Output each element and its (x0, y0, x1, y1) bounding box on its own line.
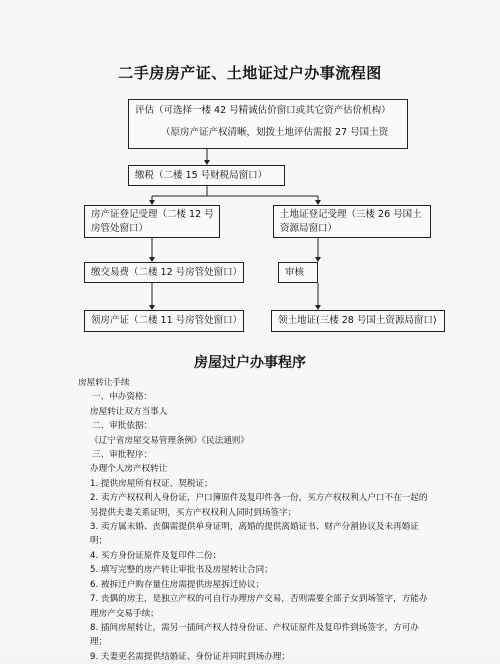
text-line: 房屋转让双方当事人 (90, 406, 168, 417)
step-collect-property-cert: 领房产证（二楼 11 号房管处窗口） (84, 310, 244, 332)
step-assess (128, 99, 408, 149)
step-review: 审核 (278, 262, 318, 283)
text-line: 9. 夫妻更名需提供结婚证、身份证并同时到场办理； (90, 651, 290, 662)
text-line: 6. 被拆迁户购存量住房需提供房屋拆迁协议； (90, 579, 265, 590)
step-property-registration: 房产证登记受理（二楼 12 号 房管处窗口） (84, 205, 220, 238)
step-tax: 缴税（二楼 15 号财税局窗口） (128, 165, 285, 186)
step-collect-land-cert: 领土地证(三楼 28 号国土资源局窗口) (271, 310, 445, 332)
page-title: 二手房房产证、土地证过户办事流程图 (118, 64, 382, 82)
step-assess-line1: 评估（可选择一楼 42 号精诚估价窗口或其它资产估价机构） (135, 105, 391, 116)
text-line: 1. 提供房屋所有权证、契税证； (90, 478, 213, 489)
text-line: 5. 填写完整的房产转让审批书及房屋转让合同； (90, 565, 273, 576)
text-line: 2. 卖方产权权利人身份证，户口簿原件及复印件各一份，买方产权权利人户口不在一起的另提供夫妻关系证明，买方产权权利人同时到场签字； (90, 493, 428, 518)
text-line: 房屋转让手续 (78, 378, 130, 388)
text-line: 三、审批程序： (92, 450, 153, 461)
text-line: 办理个人房产权转让 (90, 464, 168, 475)
text-line: 3. 卖方属未婚、丧偶需提供单身证明，离婚的提供离婚证书、财产分割协议及未再婚证明； (90, 522, 419, 547)
text-line: 二、审批依据： (92, 421, 153, 432)
section-subtitle: 房屋过户办事程序 (194, 355, 306, 371)
procedure-text (78, 376, 434, 664)
text-line: 4. 买方身份证原件及复印件二份； (90, 550, 222, 561)
step-transaction-fee: 缴交易费（二楼 12 号房管处窗口） (84, 262, 244, 283)
text-line: 《辽宁省房屋交易管理条例》《民法通则》 (90, 435, 249, 446)
step-assess-line2: （原房产证产权清晰，划拨土地评估需报 27 号国土资 (161, 126, 389, 138)
text-line: 7. 丧偶的房主，是独立产权的可自行办理房产交易，否则需要全部子女到场签字，方能办理房产交易手续； (90, 594, 428, 619)
text-line: 一、申办资格： (92, 392, 153, 403)
text-line: 8. 插间房屋转让，需另一插间产权人持身份证、产权证原件及复印件到场签字，方可办理； (90, 622, 419, 648)
step-land-registration: 土地证登记受理（三楼 26 号国土 资源局窗口） (273, 205, 431, 238)
